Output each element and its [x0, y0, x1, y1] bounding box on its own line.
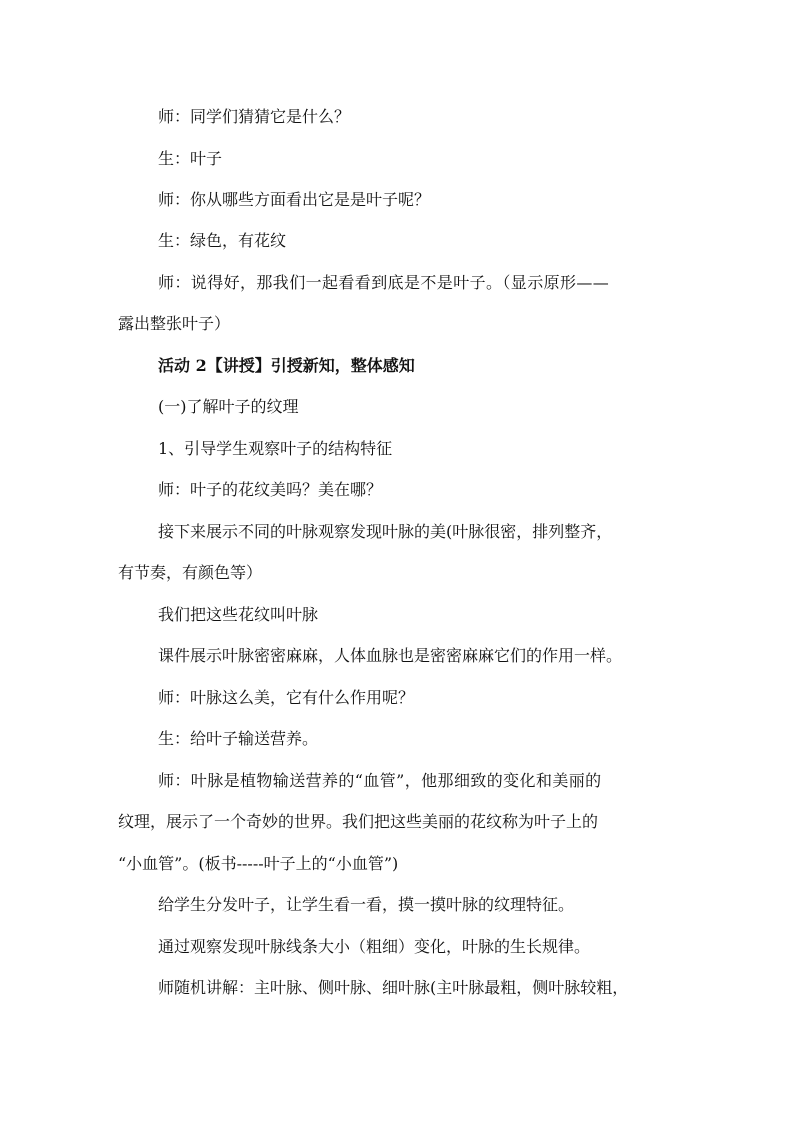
text-line-11: 接下来展示不同的叶脉观察发现叶脉的美(叶脉很密，排列整齐， — [158, 522, 613, 541]
text-line-14: 课件展示叶脉密密麻麻，人体血脉也是密密麻麻它们的作用一样。 — [158, 646, 623, 665]
text-line-2: 生：叶子 — [158, 149, 223, 168]
subsection-heading: 1、引导学生观察叶子的结构特征 — [158, 439, 393, 458]
text-line-22: 师随机讲解：主叶脉、侧叶脉、细叶脉(主叶脉最粗，侧叶脉较粗， — [158, 978, 629, 997]
activity-heading: 活动 2【讲授】引授新知，整体感知 — [158, 356, 415, 375]
text-line-6: 露出整张叶子） — [118, 314, 231, 333]
text-line-21: 通过观察发现叶脉线条大小（粗细）变化，叶脉的生长规律。 — [158, 937, 591, 956]
text-line-18: 纹理，展示了一个奇妙的世界。我们把这些美丽的花纹称为叶子上的 — [118, 812, 599, 831]
text-line-3: 师：你从哪些方面看出它是是叶子呢？ — [158, 190, 431, 209]
text-line-12: 有节奏，有颜色等） — [118, 563, 263, 582]
text-line-20: 给学生分发叶子，让学生看一看，摸一摸叶脉的纹理特征。 — [158, 895, 575, 914]
text-line-17: 师：叶脉是植物输送营养的“血管”，他那细致的变化和美丽的 — [158, 771, 602, 790]
text-line-4: 生：绿色，有花纹 — [158, 231, 287, 250]
text-line-15: 师：叶脉这么美，它有什么作用呢？ — [158, 688, 415, 707]
text-line-19: “小血管”。(板书-----叶子上的“小血管”) — [118, 854, 399, 873]
text-line-16: 生：给叶子输送营养。 — [158, 729, 319, 748]
text-line-10: 师：叶子的花纹美吗？美在哪？ — [158, 480, 383, 499]
text-line-1: 师：同学们猜猜它是什么？ — [158, 107, 351, 126]
text-line-13: 我们把这些花纹叫叶脉 — [158, 605, 319, 624]
section-heading: (一)了解叶子的纹理 — [158, 397, 299, 416]
text-line-5: 师：说得好，那我们一起看看到底是不是叶子。（显示原形—— — [158, 273, 610, 292]
